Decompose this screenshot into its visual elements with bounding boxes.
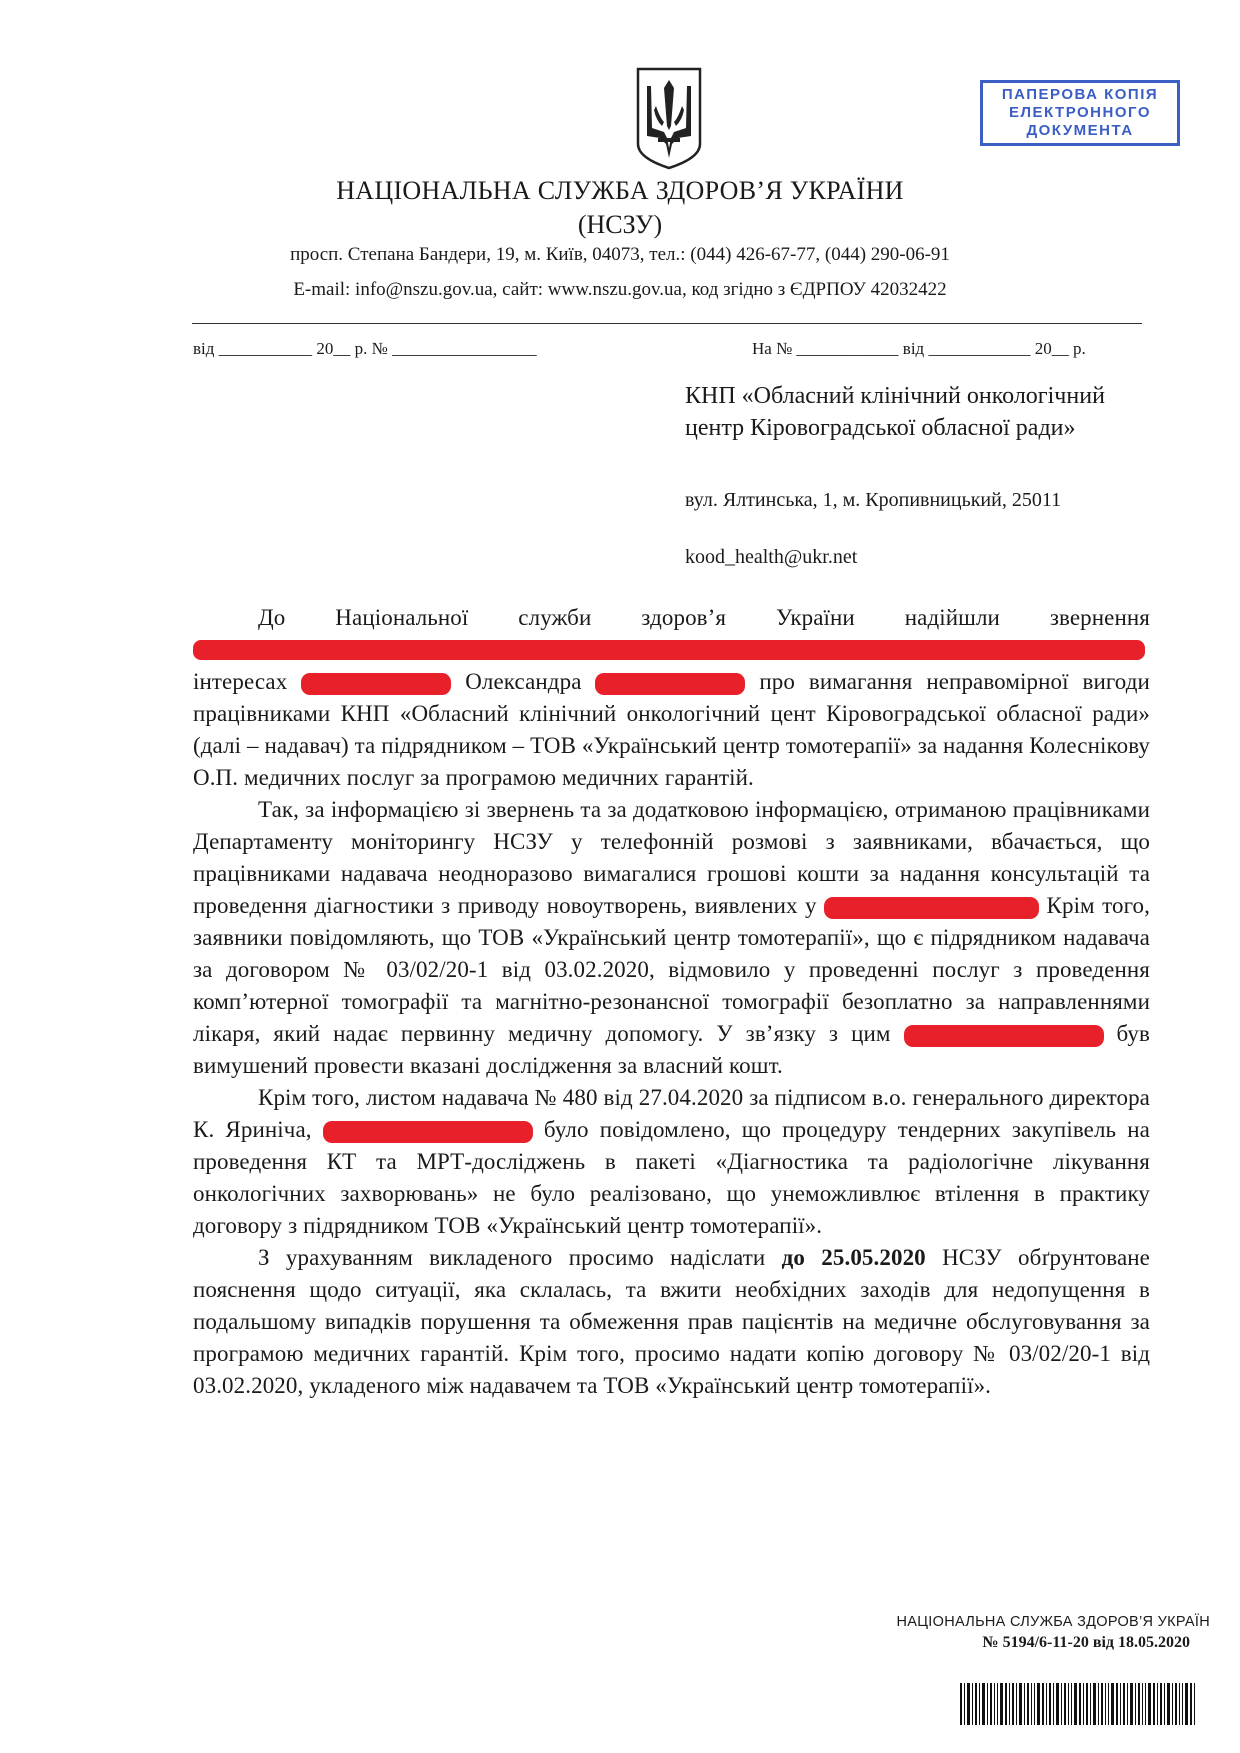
paragraph-2: [193, 794, 1150, 1082]
organization-name: НАЦІОНАЛЬНА СЛУЖБА ЗДОРОВ’Я УКРАЇНИ: [336, 176, 904, 205]
paper-copy-stamp: [980, 80, 1180, 146]
redaction-bar: [323, 1121, 533, 1143]
registration-stamp-number: № 5194/6-11-20 від 18.05.2020: [982, 1634, 1190, 1651]
recipient-name: КНП «Обласний клінічний онкологічний центр Кіровоградської обласної ради»: [685, 383, 1105, 441]
paragraph-1-text: інтересах: [193, 669, 288, 694]
paragraph-1-text: про вимагання неправомірної вигоди працівниками КНП «Обласний клінічний онкологічний цент Кіровоградської обласної ради» (далі – надавач) та підрядником – ТОВ «Український центр томотерапії» за надання Колеснікову О.П. медичних послуг за програмою медичних гарантій.: [193, 669, 1150, 790]
organization-address: просп. Степана Бандери, 19, м. Київ, 04073, тел.: (044) 426-67-77, (044) 290-06-91: [290, 244, 950, 265]
incoming-reference-line: На № ____________ від ____________ 20__ р.: [752, 339, 1086, 358]
paragraph-1-continued: [193, 666, 1150, 794]
redaction-bar: [595, 673, 745, 695]
paragraph-4: [193, 1242, 1150, 1402]
paragraph-4-text: З урахуванням викладеного просимо надіслати: [258, 1245, 766, 1270]
paragraph-1-text: До Національної служби здоров’я України надійшли звернення: [258, 605, 1150, 630]
paragraph-2-text: Так, за інформацією зі звернень та за додатковою інформацією, отриманою працівниками Департаменту моніторингу НСЗУ у телефонній розмові з заявниками, вбачається, що працівниками надавача неодноразово вимагалися грошові кошти за надання консультацій та проведення діагностики з приводу новоутворень, виявлених у: [193, 797, 1150, 918]
letter-body: [193, 602, 1150, 1402]
paragraph-1-text: Олександра: [465, 669, 582, 694]
organization-contacts: E-mail: info@nszu.gov.ua, сайт: www.nszu.gov.ua, код згідно з ЄДРПОУ 42032422: [293, 279, 947, 300]
paragraph-2-text: був вимушений провести вказані дослідження за власний кошт.: [193, 1021, 1150, 1078]
redaction-bar: [193, 640, 1145, 660]
letterhead-divider: [192, 323, 1142, 324]
registration-stamp-title: НАЦІОНАЛЬНА СЛУЖБА ЗДОРОВ’Я УКРАЇН: [896, 1614, 1210, 1630]
trident-emblem-icon: [634, 66, 704, 171]
stamp-line: ПАПЕРОВА КОПІЯ: [1001, 86, 1159, 103]
stamp-line: ДОКУМЕНТА: [1026, 122, 1134, 139]
paragraph-3-text: Крім того, листом надавача № 480 від 27.04.2020 за підписом в.о. генерального директора К. Яриніча,: [193, 1085, 1150, 1142]
paragraph-2-text: Крім того, заявники повідомляють, що ТОВ «Український центр томотерапії», що є підрядником надавача за договором № 03/02/20-1 від 03.02.2020, відмовило у проведенні послуг з проведення комп’ютерної томографії та магнітно-резонансної томографії безоплатно за направленнями лікаря, який надає первинну медичну допомогу. У зв’язку з цим: [193, 893, 1150, 1046]
recipient-email: kood_health@ukr.net: [685, 546, 858, 568]
outgoing-registration-line: від ___________ 20__ р. № _________________: [193, 339, 537, 358]
stamp-line: ЕЛЕКТРОННОГО: [1008, 104, 1151, 121]
deadline-date: до 25.05.2020: [781, 1245, 926, 1270]
barcode-icon: [960, 1683, 1195, 1725]
recipient-address: вул. Ялтинська, 1, м. Кропивницький, 25011: [685, 489, 1062, 511]
redaction-bar: [824, 897, 1039, 919]
paragraph-1: [193, 602, 1150, 634]
paragraph-4-text: НСЗУ обґрунтоване пояснення щодо ситуації, яка склалась, та вжити необхідних заходів для недопущення в подальшому випадків порушення та обмеження прав пацієнтів на медичне обслуговування за програмою медичних гарантій. Крім того, просимо надати копію договору № 03/02/20-1 від 03.02.2020, укладеного між надавачем та ТОВ «Український центр томотерапії».: [193, 1245, 1150, 1398]
redaction-bar: [904, 1025, 1104, 1047]
paragraph-3-text: було повідомлено, що процедуру тендерних закупівель на проведення КТ та МРТ-досліджень в пакеті «Діагностика та радіологічне лікування онкологічних захворювань» не було реалізовано, що унеможливлює втілення в практику договору з підрядником ТОВ «Український центр томотерапії».: [193, 1117, 1150, 1238]
redacted-line: [193, 634, 1150, 666]
organization-abbreviation: (НСЗУ): [577, 210, 663, 239]
redaction-bar: [301, 673, 451, 695]
paragraph-3: [193, 1082, 1150, 1242]
